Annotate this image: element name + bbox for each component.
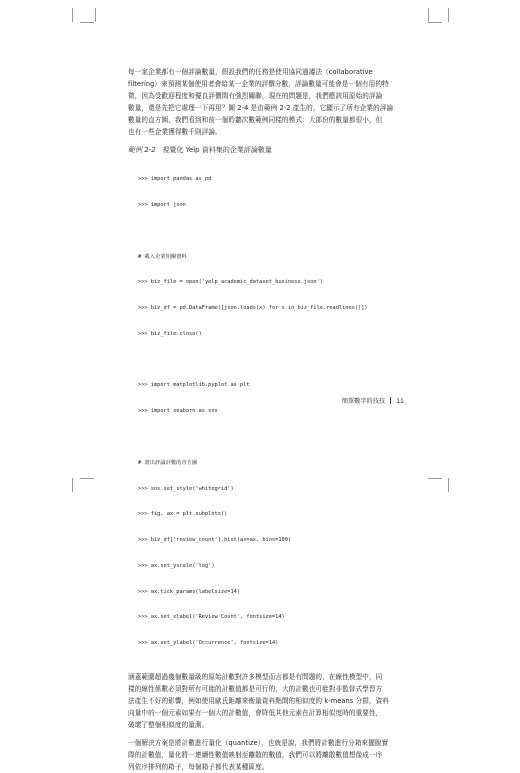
code-line: >>> ax.set_yscale('log') xyxy=(138,562,215,569)
text-line: 徵，因為受歡迎程度和優良評價間有強烈關聯，現在的問題是，我們應該用原始的評論 xyxy=(128,92,383,100)
text-line: 涵蓋範圍超過幾個數量級的原始計數對許多模型而言都是有問題的，在線性模型中，同 xyxy=(128,673,383,682)
code-comment: # 載入企業相關資料 xyxy=(138,253,187,260)
crop-mark xyxy=(448,8,449,22)
code-line: >>> import seaborn as sns xyxy=(138,408,218,415)
crop-mark xyxy=(448,478,449,492)
text-line: 每一家企業都有一個評論數量，假設我們的任務是使用協同過濾法（collaborative xyxy=(128,68,373,76)
paragraph-1 xyxy=(128,66,404,138)
text-line: 破壞了整個相似度的量測。 xyxy=(128,721,209,730)
code-line: >>> ax.set_ylabel('Occurrence', fontsize=14) xyxy=(138,640,279,647)
text-line: 也有一些企業獲得數千則評論。 xyxy=(128,128,222,136)
code-line: >>> import json xyxy=(138,201,186,208)
code-line: >>> biz_file = open('yelp_academic_dataset_business.json') xyxy=(138,279,323,286)
text-line: 一個解決方案是將計數進行量化（quantize），也就是說，我們將計數進行分箱來擺脫實 xyxy=(128,739,389,748)
code-line: >>> biz_df['review_count'].hist(ax=ax, bins=100) xyxy=(138,537,292,544)
book-page xyxy=(128,66,404,773)
crop-mark xyxy=(428,22,442,23)
text-line: 數量的直方圖，我們看到和前一個聆聽次數範例同樣的模式：大部份的數量都很小，但 xyxy=(128,116,383,124)
code-line: >>> biz_df = pd.DataFrame([json.loads(x) for x in biz_file.readlines()]) xyxy=(138,305,368,312)
code-line xyxy=(138,356,404,365)
code-line: >>> import matplotlib.pyplot as plt xyxy=(138,382,250,389)
code-line xyxy=(138,433,404,442)
page-number: 11 xyxy=(396,398,404,405)
text-line: 列依序排列的箱子，每個箱子都代表某種區度。 xyxy=(128,763,269,772)
crop-mark xyxy=(80,478,94,479)
code-line: >>> fig, ax = plt.subplots() xyxy=(138,511,228,518)
code-comment: # 畫出評論計數的直方圖 xyxy=(138,459,198,466)
footer-section-title: 簡單數字的技技 xyxy=(341,398,386,405)
code-line: >>> sns.set_style('whitegrid') xyxy=(138,485,234,492)
crop-mark xyxy=(428,8,429,22)
example-title: 視覺化 Yelp 資料集的企業評論數量 xyxy=(162,146,272,154)
text-line: 法產生不好的影響，例如使用歐氏距離來衡量資料點間的相似度的 k-means 分群，資料 xyxy=(128,697,390,706)
crop-mark xyxy=(428,478,442,479)
code-block xyxy=(138,158,404,665)
crop-mark xyxy=(72,478,73,492)
crop-mark xyxy=(72,8,73,22)
example-number: 範例 2-2 xyxy=(128,146,156,154)
text-line: filtering）來預測某個使用者會給某一企業的評價分數，評論數量可能會是一個有用的特 xyxy=(128,80,389,88)
text-line: 際的計數值，量化將一連續性數值映射至離散的數值，我們可以將離散數值想像成一序 xyxy=(128,751,383,760)
crop-mark xyxy=(80,22,94,23)
code-line: >>> import pandas as pd xyxy=(138,176,212,183)
text-line: 樣的線性係數必須對所有可能的計數值都是可行的，大的計數也可能對非監督式學習方 xyxy=(128,685,383,694)
code-line xyxy=(138,227,404,236)
text-line: 向量中的一個元素如果有一個大的計數值，會降低其他元素在計算相似度時的重要性， xyxy=(128,709,383,718)
crop-mark xyxy=(95,8,96,22)
paragraph-3 xyxy=(128,737,404,773)
paragraph-2 xyxy=(128,671,404,731)
footer-divider xyxy=(390,397,391,404)
text-line: 數量，還是先把它處理一下再用？圖 2-4 是由範例 2-2 產生的，它顯示了所有企業的評論 xyxy=(128,104,394,112)
code-line: >>> ax.set_xlabel('Review Count', fontsize=14) xyxy=(138,614,285,621)
code-line: >>> biz_file.close() xyxy=(138,330,202,337)
page-footer xyxy=(342,396,404,405)
example-caption xyxy=(128,145,404,155)
code-line: >>> ax.tick_params(labelsize=14) xyxy=(138,588,241,595)
